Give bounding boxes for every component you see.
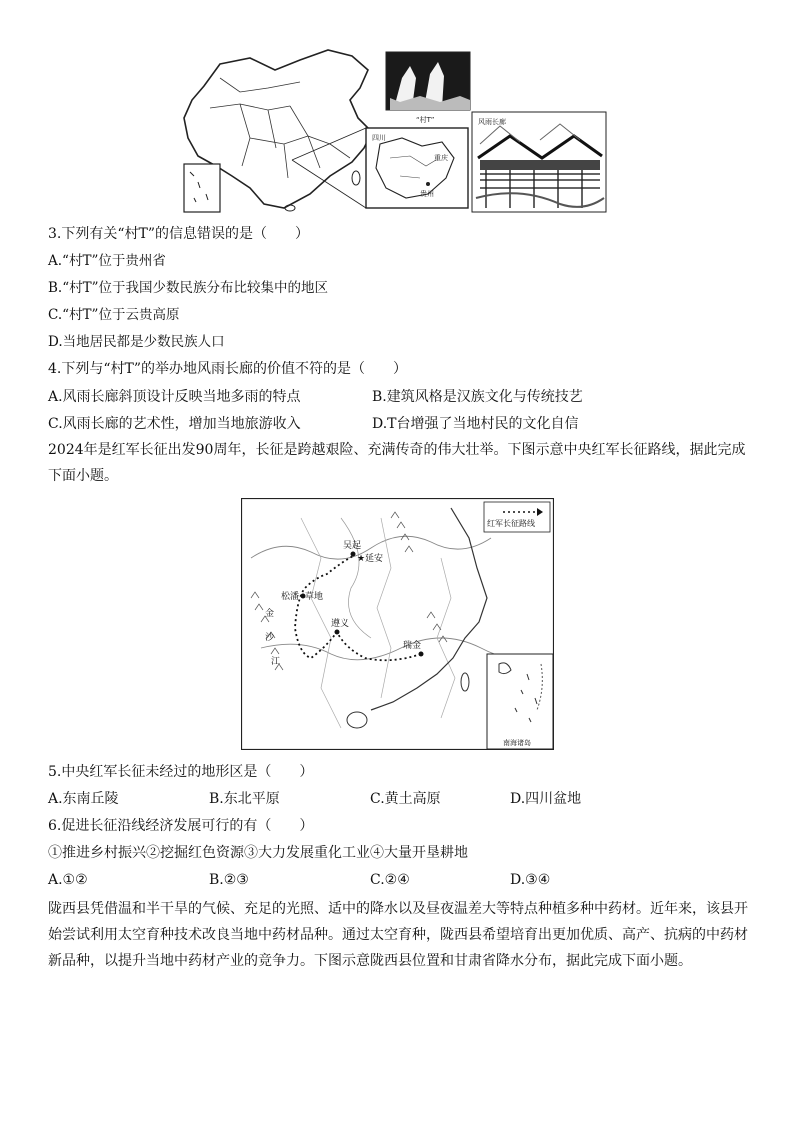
- q4-option-d: D.T台增强了当地村民的文化自信: [372, 416, 579, 432]
- q3-option-a: A.“村T”位于贵州省: [48, 253, 166, 269]
- label-jiang: 江: [271, 657, 281, 667]
- q5-option-c: C.黄土高原: [370, 791, 441, 807]
- q6-option-b: B.②③: [209, 872, 249, 888]
- intro-longxi: 陇西县凭借温和半干旱的气候、充足的光照、适中的降水以及昼夜温差大等特点种植多种中药材。近年来，该县开始尝试利用太空育种技术改良当地中药材品种。通过太空育种，陇西县希望培育出更加优质、高产、抗病的中药材新品种，以提升当地中药材产业的竞争力。下图示意陇西县位置和甘肃省降水分布，据此完成下面小题。: [48, 901, 748, 969]
- place-songpan: 松潘: [281, 592, 300, 602]
- q6-statement: ①推进乡村振兴②挖掘红色资源③大力发展重化工业④大量开垦耕地: [48, 845, 468, 861]
- intro-long-march: 2024年是红军长征出发90周年，长征是跨越艰险、充满传奇的伟大壮举。下图示意中央红军长征路线，据此完成下面小题。: [48, 442, 746, 484]
- place-wuqi: 吴起: [343, 541, 362, 551]
- inset-label-guizhou: 贵州: [420, 190, 434, 198]
- place-zunyi: 遵义: [331, 619, 350, 629]
- star-icon: ★: [357, 554, 366, 564]
- label-sha: 沙: [265, 633, 275, 643]
- legend-route-label: 红军长征路线: [487, 519, 535, 528]
- photo-caption-village-t: “村T”: [416, 116, 435, 124]
- q6-option-c: C.②④: [370, 872, 410, 888]
- q3-option-c: C.“村T”位于云贵高原: [48, 307, 180, 323]
- q4-option-a: A.风雨长廊斜顶设计反映当地多雨的特点: [48, 389, 301, 405]
- place-ruijin: 瑞金: [403, 641, 422, 651]
- figure-long-march-map: [241, 498, 554, 750]
- q4-stem: 4.下列与“村T”的举办地风雨长廊的价值不符的是（ ）: [48, 361, 408, 377]
- q5-option-d: D.四川盆地: [510, 791, 582, 807]
- q5-option-b: B.东北平原: [209, 791, 280, 807]
- q4-option-c: C.风雨长廊的艺术性，增加当地旅游收入: [48, 416, 301, 432]
- q5-stem: 5.中央红军长征未经过的地形区是（ ）: [48, 764, 314, 780]
- figure-china-map-village-t: [180, 48, 610, 216]
- place-yanan: 延安: [365, 554, 384, 564]
- inset-label-chongqing: 重庆: [434, 154, 448, 162]
- q6-stem: 6.促进长征沿线经济发展可行的有（ ）: [48, 818, 314, 834]
- q5-option-a: A.东南丘陵: [48, 791, 119, 807]
- q3-stem: 3.下列有关“村T”的信息错误的是（ ）: [48, 226, 310, 242]
- q6-option-d: D.③④: [510, 872, 551, 888]
- q3-option-b: B.“村T”位于我国少数民族分布比较集中的地区: [48, 280, 329, 296]
- inset-label-south-china-sea: 南海诸岛: [503, 739, 531, 747]
- place-caodi: 草地: [305, 592, 324, 602]
- photo-caption-corridor: 风雨长廊: [478, 118, 506, 126]
- q3-option-d: D.当地居民都是少数民族人口: [48, 334, 225, 350]
- label-jin: 金: [265, 609, 275, 619]
- q4-option-b: B.建筑风格是汉族文化与传统技艺: [372, 389, 583, 405]
- q6-option-a: A.①②: [48, 872, 88, 888]
- inset-label-sichuan: 四川: [372, 134, 386, 142]
